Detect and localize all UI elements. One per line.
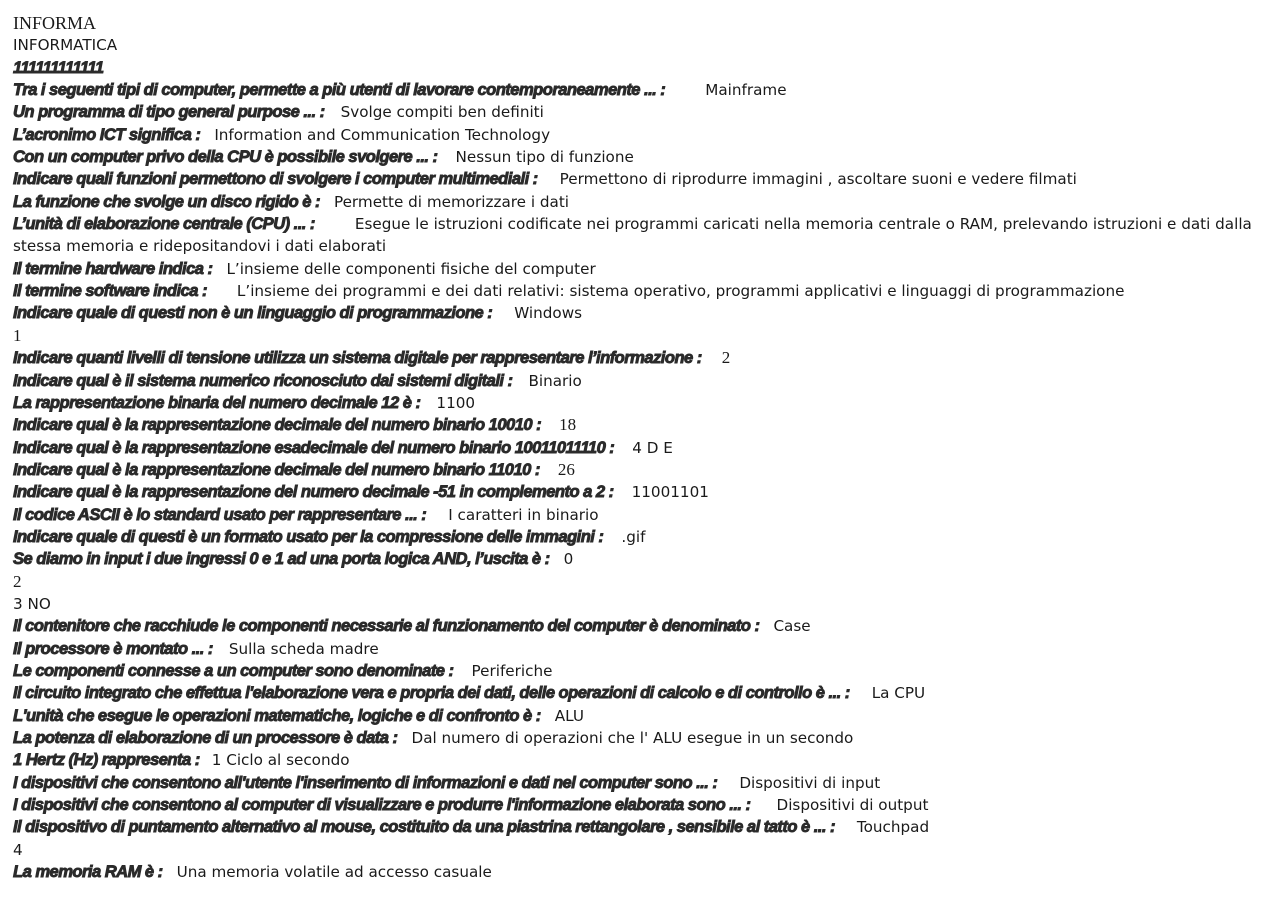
qa-row (13, 481, 1275, 503)
question-text: La potenza di elaborazione di un processore è data : (13, 728, 398, 747)
answer-text: 4 D E (632, 438, 673, 457)
qa-row (13, 705, 1275, 727)
qa-row (13, 727, 1275, 749)
question-text: Indicare qual è il sistema numerico riconosciuto dai sistemi digitali : (13, 370, 513, 390)
question-text: Indicare quali funzioni permettono di svolgere i computer multimediali : (13, 169, 538, 189)
answer-text: Periferiche (471, 661, 553, 680)
qa-row (13, 370, 1275, 392)
question-text: I dispositivi che consentono al computer di visualizzare e produrre l'informazione elaborata sono ... : (13, 795, 751, 815)
answer-text: Svolge compiti ben definiti (340, 103, 544, 122)
question-text: 1 Hertz (Hz) rappresenta : (13, 750, 200, 770)
question-text: La rappresentazione binaria del numero decimale 12 è : (13, 392, 421, 412)
qa-row (13, 660, 1275, 682)
document-subtitle: INFORMATICA (13, 36, 118, 55)
answer-text: Permette di memorizzare i dati (333, 192, 570, 211)
document-body (13, 12, 1275, 883)
document-code: 111111111111 (13, 57, 104, 77)
question-text: Le componenti connesse a un computer sono denominate : (13, 660, 454, 680)
answer-text: La CPU (871, 684, 926, 703)
qa-row (13, 280, 1275, 302)
answer-text: Nessun tipo di funzione (455, 148, 634, 167)
answer-text: Touchpad (856, 818, 930, 837)
answer-text: Esegue le istruzioni codificate nei programmi caricati nella memoria centrale o RAM, prelevando istruzioni e dati dalla stessa memoria e ridepositandovi i dati elaborati (13, 215, 1252, 256)
document-title: INFORMA (13, 13, 97, 33)
qa-row (13, 347, 1275, 369)
answer-text: 11001101 (631, 483, 709, 502)
question-text: Il termine hardware indica : (13, 258, 213, 278)
qa-row (13, 459, 1275, 481)
answer-text: Una memoria volatile ad accesso casuale (176, 863, 492, 882)
qa-row (13, 124, 1275, 146)
qa-row (13, 101, 1275, 123)
qa-row (13, 504, 1275, 526)
question-text: Indicare qual è la rappresentazione esadecimale del numero binario 10011011110 : (13, 437, 615, 457)
question-text: L’acronimo ICT significa : (13, 124, 201, 144)
qa-row (13, 638, 1275, 660)
question-text: Con un computer privo della CPU è possibile svolgere ... : (13, 147, 438, 167)
answer-text: 26 (557, 459, 575, 479)
qa-row (13, 548, 1275, 570)
question-text: Il contenitore che racchiude le componenti necessarie al funzionamento del computer è denominato : (13, 616, 760, 636)
question-text: Indicare qual è la rappresentazione decimale del numero binario 11010 : (13, 459, 540, 479)
qa-row (13, 615, 1275, 637)
question-text: Indicare quanti livelli di tensione utilizza un sistema digitale per rappresentare l’informazione : (13, 348, 702, 368)
question-text: Indicare quale di questi è un formato usato per la compressione delle immagini : (13, 526, 604, 546)
question-text: La memoria RAM è : (13, 862, 163, 882)
answer-text: 0 (563, 550, 574, 569)
answer-text: Permettono di riprodurre immagini , ascoltare suoni e vedere filmati (559, 170, 1077, 189)
answer-text: Binario (528, 371, 582, 390)
answer-text: Information and Communication Technology (214, 125, 551, 144)
section-number: 3 NO (13, 594, 51, 613)
qa-row (13, 861, 1275, 883)
answer-text: Dispositivi di input (739, 773, 881, 792)
section-number: 1 (13, 325, 22, 345)
qa-row (13, 414, 1275, 436)
qa-row (13, 794, 1275, 816)
answer-text: L’insieme dei programmi e dei dati relativi: sistema operativo, programmi applicativi e linguaggi di programmazione (236, 282, 1125, 301)
qa-row (13, 816, 1275, 838)
answer-text: I caratteri in binario (448, 505, 599, 524)
question-text: Il termine software indica : (13, 281, 207, 301)
qa-row (13, 79, 1275, 101)
answer-text: Sulla scheda madre (228, 639, 379, 658)
question-text: Il dispositivo di puntamento alternativo al mouse, costituito da una piastrina rettangolare , sensibile al tatto è ... : (13, 817, 835, 837)
answer-text: 2 (721, 348, 731, 368)
answer-text: 18 (559, 415, 577, 435)
question-text: Indicare qual è la rappresentazione del numero decimale -51 in complemento a 2 : (13, 482, 614, 502)
qa-row (13, 749, 1275, 771)
section-number: 4 (13, 840, 23, 859)
answer-text: 1100 (436, 393, 476, 412)
question-text: Indicare qual è la rappresentazione decimale del numero binario 10010 : (13, 415, 542, 435)
qa-row (13, 682, 1275, 704)
question-text: L’unità di elaborazione centrale (CPU) ... : (13, 214, 315, 234)
question-text: L'unità che esegue le operazioni matematiche, logiche e di confronto è : (13, 705, 541, 725)
qa-row (13, 526, 1275, 548)
answer-text: ALU (554, 706, 584, 725)
answer-text: L’insieme delle componenti fisiche del computer (226, 259, 596, 278)
question-text: La funzione che svolge un disco rigido è : (13, 191, 320, 211)
answer-text: Case (773, 617, 811, 636)
question-text: Un programma di tipo general purpose ... : (13, 102, 325, 122)
qa-row (13, 146, 1275, 168)
question-text: Tra i seguenti tipi di computer, permette a più utenti di lavorare contemporaneamente ... : (13, 80, 666, 100)
question-text: Indicare quale di questi non è un linguaggio di programmazione : (13, 303, 493, 323)
qa-row (13, 168, 1275, 190)
question-text: Il circuito integrato che effettua l'elaborazione vera e propria dei dati, delle operazioni di calcolo e di controllo è ... : (13, 683, 850, 703)
qa-row (13, 392, 1275, 414)
section-number: 2 (13, 571, 22, 591)
qa-row (13, 772, 1275, 794)
question-text: Il processore è montato ... : (13, 638, 213, 658)
answer-text: Mainframe (705, 81, 787, 100)
qa-row (13, 191, 1275, 213)
answer-text: .gif (621, 527, 646, 546)
qa-row (13, 437, 1275, 459)
question-text: Se diamo in input i due ingressi 0 e 1 ad una porta logica AND, l’uscita è : (13, 549, 550, 569)
qa-row (13, 213, 1275, 258)
answer-text: Dispositivi di output (776, 796, 929, 815)
question-text: Il codice ASCII è lo standard usato per rappresentare ... : (13, 504, 427, 524)
qa-row (13, 302, 1275, 324)
answer-text: 1 Ciclo al secondo (211, 751, 350, 770)
question-text: I dispositivi che consentono all'utente l'inserimento di informazioni e dati nel computer sono ... : (13, 772, 718, 792)
qa-row (13, 258, 1275, 280)
answer-text: Dal numero di operazioni che l' ALU esegue in un secondo (411, 729, 854, 747)
answer-text: Windows (514, 304, 583, 323)
